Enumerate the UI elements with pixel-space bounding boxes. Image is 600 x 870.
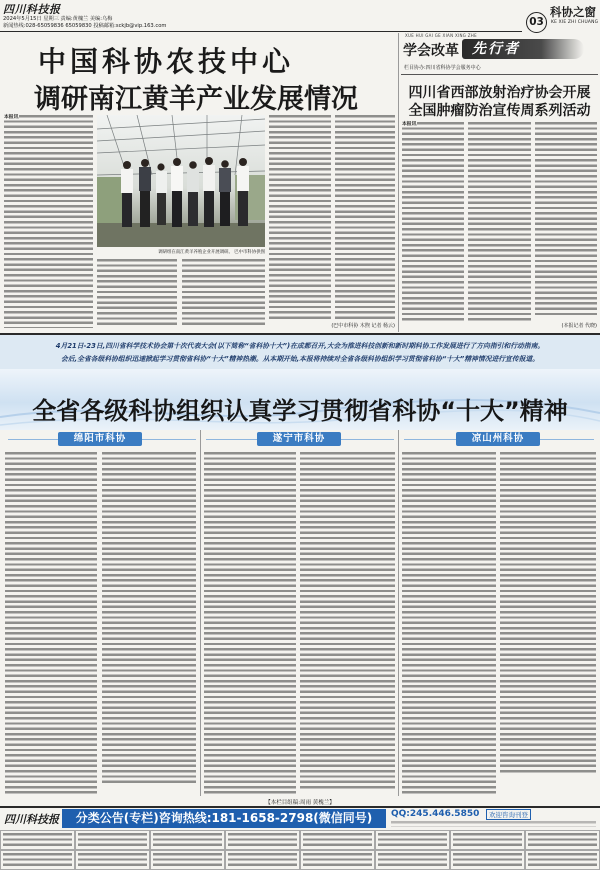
section-title: 科协之窗 xyxy=(550,5,596,19)
suining-column-2 xyxy=(300,452,395,790)
classifieds-welcome: 欢迎咨询刊登 xyxy=(486,809,531,820)
lead-headline-line2: 调研南江黄羊产业发展情况 xyxy=(34,84,358,115)
classifieds-logo: 四川科技报 xyxy=(4,813,59,826)
classified-ad-cell xyxy=(525,850,600,870)
classified-ad-cell xyxy=(525,830,600,850)
column-article-column-2 xyxy=(468,122,531,322)
section-pinyin: KE XIE ZHI CHUANG xyxy=(551,20,599,25)
intro-line-2: 会后,全省各级科协组织迅速掀起学习贯彻省科协“十大”精神热潮。从本期开始,本报将持续对全省各级科协组织学习贯彻省科协“十大”精神情况进行宣传报道。 xyxy=(60,355,540,363)
classified-ad-cell xyxy=(300,830,375,850)
section-divider-2 xyxy=(398,430,399,796)
masthead-logo: 四川科技报 xyxy=(3,3,61,16)
classified-ad-cell xyxy=(375,830,450,850)
special-report-headline: 全省各级科协组织认真学习贯彻省科协“十大”精神 xyxy=(32,397,568,425)
lead-headline-line1: 中国科协农技中心 xyxy=(38,45,295,78)
column-sponsor: 栏目协办:四川省科协学会服务中心 xyxy=(404,65,481,71)
intro-line-1: 4月21日-23日,四川省科学技术协会第十次代表大会(以下简称“省科协十大”)在成都召开,大会为推进科技创新和新时期科协工作发展进行了方向指引和行动指南。 xyxy=(55,342,545,350)
column-headline-line2: 全国肿瘤防治宣传周系列活动 xyxy=(408,103,591,119)
special-report-credit: 【本栏目组稿:周雨 黄槐兰】 xyxy=(265,800,335,806)
classified-ad-cell xyxy=(75,830,150,850)
mianyang-column-2 xyxy=(102,452,196,785)
column-title-banner xyxy=(462,39,584,59)
classified-ad-cell xyxy=(0,830,75,850)
column-article-dateline: 本报讯 xyxy=(402,122,417,127)
article-divider xyxy=(398,33,399,332)
column-article-column-3 xyxy=(535,122,597,318)
masthead-rule xyxy=(0,31,522,32)
column-pinyin: XUE HUI GAI GE XIAN XING ZHE xyxy=(405,33,477,38)
classified-ad-cell xyxy=(225,830,300,850)
classified-ad-cell xyxy=(300,850,375,870)
classified-ad-cell xyxy=(450,830,525,850)
classified-ad-cell xyxy=(75,850,150,870)
column-headline-line1: 四川省西部放射治疗协会开展 xyxy=(408,85,591,101)
classifieds-grid xyxy=(0,830,600,870)
classified-ad-cell xyxy=(450,850,525,870)
greenhouse-photo-image xyxy=(97,115,265,247)
classified-ad-cell xyxy=(0,850,75,870)
section-tab-suining: 遂宁市科协 xyxy=(257,432,341,446)
section-tab-mianyang: 绵阳市科协 xyxy=(58,432,142,446)
lead-article-column-5 xyxy=(335,115,395,320)
column-title-a: 学会改革 xyxy=(403,43,459,59)
page-number-badge: 03 xyxy=(526,12,547,33)
column-article-column-1 xyxy=(402,122,464,322)
lead-article-column-3 xyxy=(182,259,265,328)
classified-ad-cell xyxy=(150,850,225,870)
classifieds-banner-text: 分类公告(专栏)咨询热线:181-1658-2798(微信同号) xyxy=(75,811,373,825)
section-tab-liangshan: 凉山州科协 xyxy=(456,432,540,446)
classified-ad-cell xyxy=(225,850,300,870)
lead-article-column-1 xyxy=(4,115,93,328)
lead-photo-caption: 调研组在南江黄羊养殖企业开展调研。 巴中市科协供图 xyxy=(158,250,265,255)
masthead-date-line: 2024年5月15日 星期三 责编:黄槐兰 美编:乌梅 xyxy=(3,16,113,22)
suining-column-1 xyxy=(204,452,296,795)
masthead-contact-line: 新闻热线:028-65059836 65059830 投稿邮箱:sckjb@vip.163.com xyxy=(3,23,167,29)
column-rule xyxy=(401,74,598,75)
classified-ad-cell xyxy=(375,850,450,870)
classifieds-rule xyxy=(0,806,600,808)
mianyang-column-1 xyxy=(5,452,97,795)
lead-article-column-4 xyxy=(269,115,331,320)
liangshan-column-2 xyxy=(500,452,596,774)
column-title-b: 先行者 xyxy=(472,41,520,57)
liangshan-column-1 xyxy=(402,452,496,795)
classifieds-subline xyxy=(391,821,596,827)
lead-article-byline: (巴中市科协 木煦 记者 杨云) xyxy=(331,323,395,329)
lead-article-dateline: 本报讯 xyxy=(4,115,19,120)
section-divider-1 xyxy=(200,430,201,796)
lead-article-photo xyxy=(97,115,265,247)
classifieds-qq: QQ:245.446.5850 xyxy=(391,809,480,819)
lead-article-column-2 xyxy=(97,259,177,328)
classified-ad-cell xyxy=(150,830,225,850)
column-article-byline: (本报记者 代晓) xyxy=(561,323,597,329)
classifieds-banner xyxy=(62,809,386,828)
